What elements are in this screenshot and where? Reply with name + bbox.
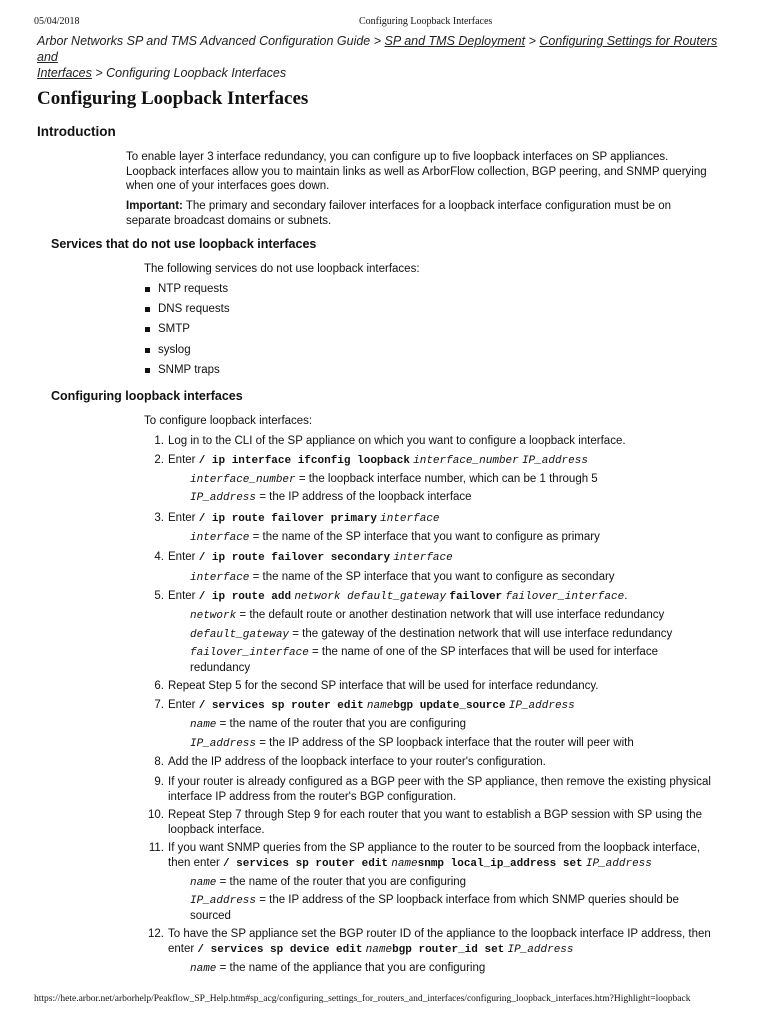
important-label: Important: [126, 200, 183, 212]
command: / ip route add [198, 591, 292, 603]
print-header [34, 16, 748, 30]
breadcrumb-link-routers-cont[interactable]: Interfaces [37, 66, 92, 80]
list-item: NTP requests [144, 282, 230, 302]
intro-paragraph: To enable layer 3 interface redundancy, you can configure up to five loopback interfaces on SP appliances. Loopback interfaces allow you to maintain links as well as ArborFlow collection, BGP peering, and SNMP querying when one of your interfaces goes down. [126, 151, 707, 192]
important-note: Important: The primary and secondary failover interfaces for a loopback interface configuration must be on separate broadcast domains or subnets. [126, 200, 672, 227]
services-list [144, 282, 230, 383]
services-lead: The following services do not use loopback interfaces: [144, 263, 420, 275]
step-5-desc-3: failover_interface = the name of one of the SP interfaces that will be used for interface redundancy [190, 646, 658, 674]
breadcrumb-root: Arbor Networks SP and TMS Advanced Configuration Guide [37, 34, 371, 48]
command: / ip route failover primary [198, 513, 377, 525]
services-heading: Services that do not use loopback interfaces [51, 237, 317, 251]
step-4-desc-1: interface = the name of the SP interface that you want to configure as secondary [190, 571, 615, 584]
command: / services sp router edit [198, 700, 364, 712]
step-3-desc-1: interface = the name of the SP interface that you want to configure as primary [190, 531, 600, 544]
step-2-desc-2: IP_address = the IP address of the loopback interface [190, 491, 472, 504]
step-7-desc-2: IP_address = the IP address of the SP loopback interface that the router will peer with [190, 737, 634, 750]
step-11-desc-1: name = the name of the router that you are configuring [190, 876, 467, 889]
config-lead: To configure loopback interfaces: [144, 415, 313, 427]
print-footer-url: https://hete.arbor.net/arborhelp/Peakflow_SP_Help.htm#sp_acg/configuring_settings_for_routers_and_interfaces/configuring_loopback_interfaces.htm?Highlight=loopback [34, 994, 691, 1004]
breadcrumb-link-deployment[interactable]: SP and TMS Deployment [384, 34, 526, 48]
page-title: Configuring Loopback Interfaces [37, 88, 309, 109]
breadcrumb: Arbor Networks SP and TMS Advanced Configuration Guide > SP and TMS Deployment > Configuring Settings for Routers and Interfaces > Configuring Loopback Interfaces [37, 34, 718, 80]
print-date: 05/04/2018 [34, 16, 80, 27]
intro-heading: Introduction [37, 124, 116, 139]
command: / ip route failover secondary [198, 552, 391, 564]
command: / services sp router edit [222, 857, 389, 870]
list-item: SNMP traps [144, 363, 230, 383]
config-heading: Configuring loopback interfaces [51, 389, 243, 403]
list-item: DNS requests [144, 302, 230, 322]
print-title: Configuring Loopback Interfaces [359, 16, 493, 27]
command: / services sp device edit [197, 943, 363, 956]
step-5-desc-1: network = the default route or another destination network that will use interface redundancy [190, 609, 665, 622]
step-11-desc-2: IP_address = the IP address of the SP loopback interface from which SNMP queries should be sourced [190, 894, 679, 922]
list-item: SMTP [144, 322, 230, 342]
step-7-desc-1: name = the name of the router that you are configuring [190, 718, 467, 731]
list-item: syslog [144, 343, 230, 363]
breadcrumb-current: Configuring Loopback Interfaces [106, 66, 287, 80]
breadcrumb-link-routers[interactable]: Configuring Settings for Routers and [37, 34, 718, 64]
command: / ip interface ifconfig loopback [198, 455, 410, 467]
step-12-desc-1: name = the name of the appliance that you are configuring [190, 962, 486, 975]
step-2-desc-1: interface_number = the loopback interface number, which can be 1 through 5 [190, 473, 598, 486]
step-5-desc-2: default_gateway = the gateway of the destination network that will use interface redundancy [190, 628, 673, 641]
